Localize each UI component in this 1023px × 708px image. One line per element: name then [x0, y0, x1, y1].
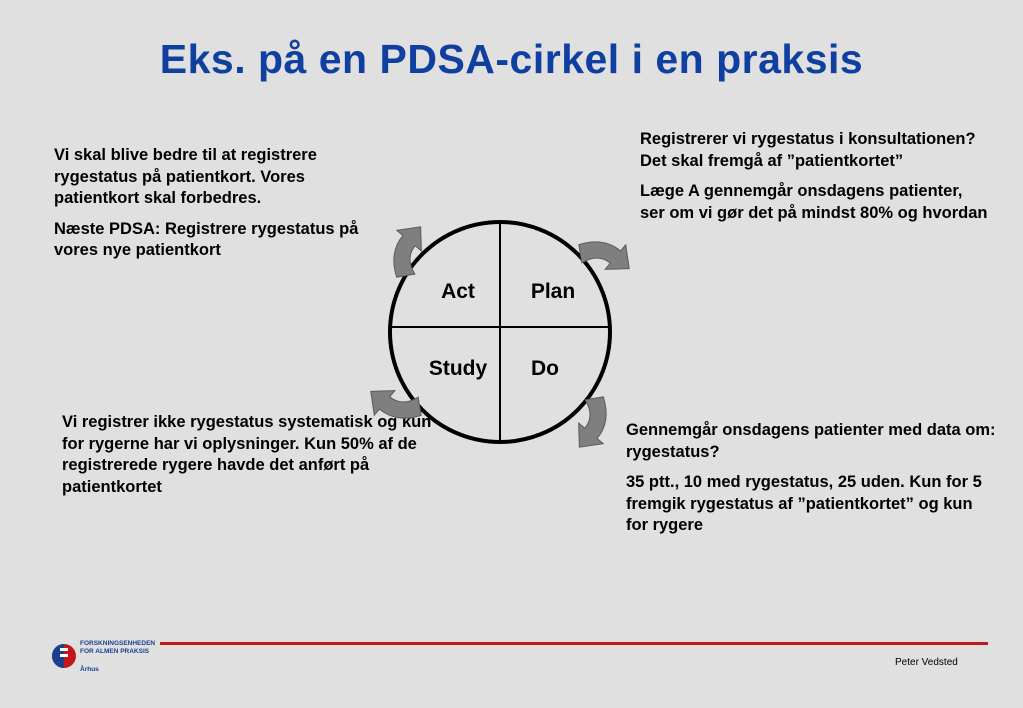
- logo-text: [80, 640, 155, 656]
- paragraph: Læge A gennemgår onsdagens patienter, ser om vi gør det på mindst 80% og hvordan: [640, 182, 988, 222]
- cycle-arrow-icon: [374, 217, 441, 285]
- paragraph: Vi registrer ikke rygestatus systematisk og kun for rygerne har vi oplysninger. Kun 50% af de registrerede rygere havde det anført på patientkortet: [62, 413, 432, 496]
- quadrant-do-label: Do: [531, 357, 559, 380]
- logo-city: Århus: [80, 666, 99, 673]
- quadrant-act-label: Act: [441, 280, 475, 303]
- footer-divider: [160, 642, 988, 645]
- author-name: Peter Vedsted: [895, 657, 958, 668]
- logo-line-2: FOR ALMEN PRAKSIS: [80, 648, 150, 655]
- quadrant-study-label: Study: [428, 357, 488, 380]
- cycle-arrow-icon: [361, 371, 429, 438]
- paragraph: 35 ptt., 10 med rygestatus, 25 uden. Kun for 5 fremgik rygestatus af ”patientkortet” og kun for rygere: [626, 473, 982, 534]
- paragraph: Registrerer vi rygestatus i konsultationen? Det skal fremgå af ”patientkortet”: [640, 130, 976, 170]
- cycle-arrow-icon: [571, 222, 639, 289]
- quadrant-plan-label: Plan: [530, 280, 576, 303]
- slide-title: Eks. på en PDSA-cirkel i en praksis: [159, 36, 864, 82]
- paragraph: Vi skal blive bedre til at registrere rygestatus på patientkort. Vores patientkort skal forbedres.: [54, 146, 317, 207]
- cycle-arrow-icon: [559, 389, 626, 457]
- paragraph: Gennemgår onsdagens patienter med data om: rygestatus?: [626, 421, 996, 461]
- logo-line-1: FORSKNINGSENHEDEN: [80, 640, 156, 647]
- paragraph: Næste PDSA: Registrere rygestatus på vores nye patientkort: [54, 219, 359, 259]
